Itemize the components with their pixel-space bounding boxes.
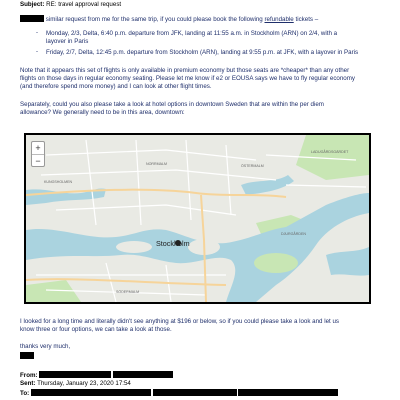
to-label: To: (20, 390, 30, 397)
header-to-line (20, 389, 338, 398)
sent-label: Sent: (20, 380, 36, 387)
map-label-ostermalm: ÖSTERMALM (241, 164, 264, 168)
bullet-marker: - (36, 30, 38, 36)
redaction (20, 352, 34, 359)
map-label-norrmalm: NORRMALM (146, 162, 167, 166)
header-from-line (20, 371, 173, 380)
map-label-djurgarden: DJURGÅRDEN (281, 232, 306, 236)
zoom-in-button[interactable]: + (35, 143, 41, 153)
para4-line1: I looked for a long time and literally didn't see anything at $196 or below, so if you could please take a look and let us (20, 318, 340, 325)
bullet-2-line1: Friday, 2/7, Delta, 12:45 p.m. departure from Stockholm (ARN), landing at 9:55 p.m. at JFK, with a layover in Paris (46, 49, 359, 56)
para3-line1: Separately, could you also please take a look at hotel options in downtown Sweden that are within the per diem (20, 101, 324, 108)
map-canvas (26, 135, 369, 302)
zoom-out-button[interactable]: − (32, 154, 44, 167)
intro-end-text: tickets – (295, 16, 319, 23)
stockholm-map[interactable] (24, 133, 371, 304)
para3-line2: allowance? We generally need to be in this area, downtown: (20, 109, 185, 116)
map-label-sodermalm: SÖDERMALM (116, 290, 140, 294)
intro-text: similar request from me for the same trip, if you could please book the following (45, 16, 263, 23)
redaction (31, 389, 151, 396)
redaction (153, 389, 237, 396)
bullet-1-line2: layover in Paris (46, 38, 89, 45)
refundable-text: refundable (264, 16, 294, 23)
signoff-text: thanks very much, (20, 343, 71, 350)
para4-line2: know three or four options, we can take a look at those. (20, 326, 172, 333)
redaction (39, 371, 111, 378)
redaction (238, 389, 338, 396)
header-sent-line (20, 380, 131, 388)
map-label-kungsholmen: KUNGSHOLMEN (44, 180, 73, 184)
bullet-marker: - (36, 49, 38, 55)
map-city-label: Stockholm (156, 239, 190, 248)
from-label: From: (20, 372, 38, 379)
map-island (254, 253, 298, 273)
map-island (116, 241, 152, 253)
intro-line (20, 15, 318, 24)
sent-value: Thursday, January 23, 2020 17:54 (37, 380, 131, 387)
subject-line (20, 1, 121, 9)
para2-line1: Note that it appears this set of flights is only available in premium economy but those seats are *cheaper* than any other (20, 67, 350, 74)
bullet-1-line1: Monday, 2/3, Delta, 6:40 p.m. departure from JFK, landing at 11:55 a.m. in Stockholm (ARN) on 2/4, with a (46, 30, 338, 37)
subject-value: RE: travel approval request (46, 1, 122, 8)
para2-line2: flights on those days in regular economy seating. Please let me know if e2 or EOUSA says we have to fly regular economy (20, 75, 355, 82)
subject-label: Subject: (20, 1, 45, 8)
redaction (113, 371, 173, 378)
map-label-gardet: LADUGÅRDSGÄRDET (311, 150, 349, 154)
map-zoom-control (31, 141, 45, 167)
para2-line3: (and therefore spend more money) and I can look at other flight times. (20, 83, 212, 90)
redaction (20, 15, 44, 22)
